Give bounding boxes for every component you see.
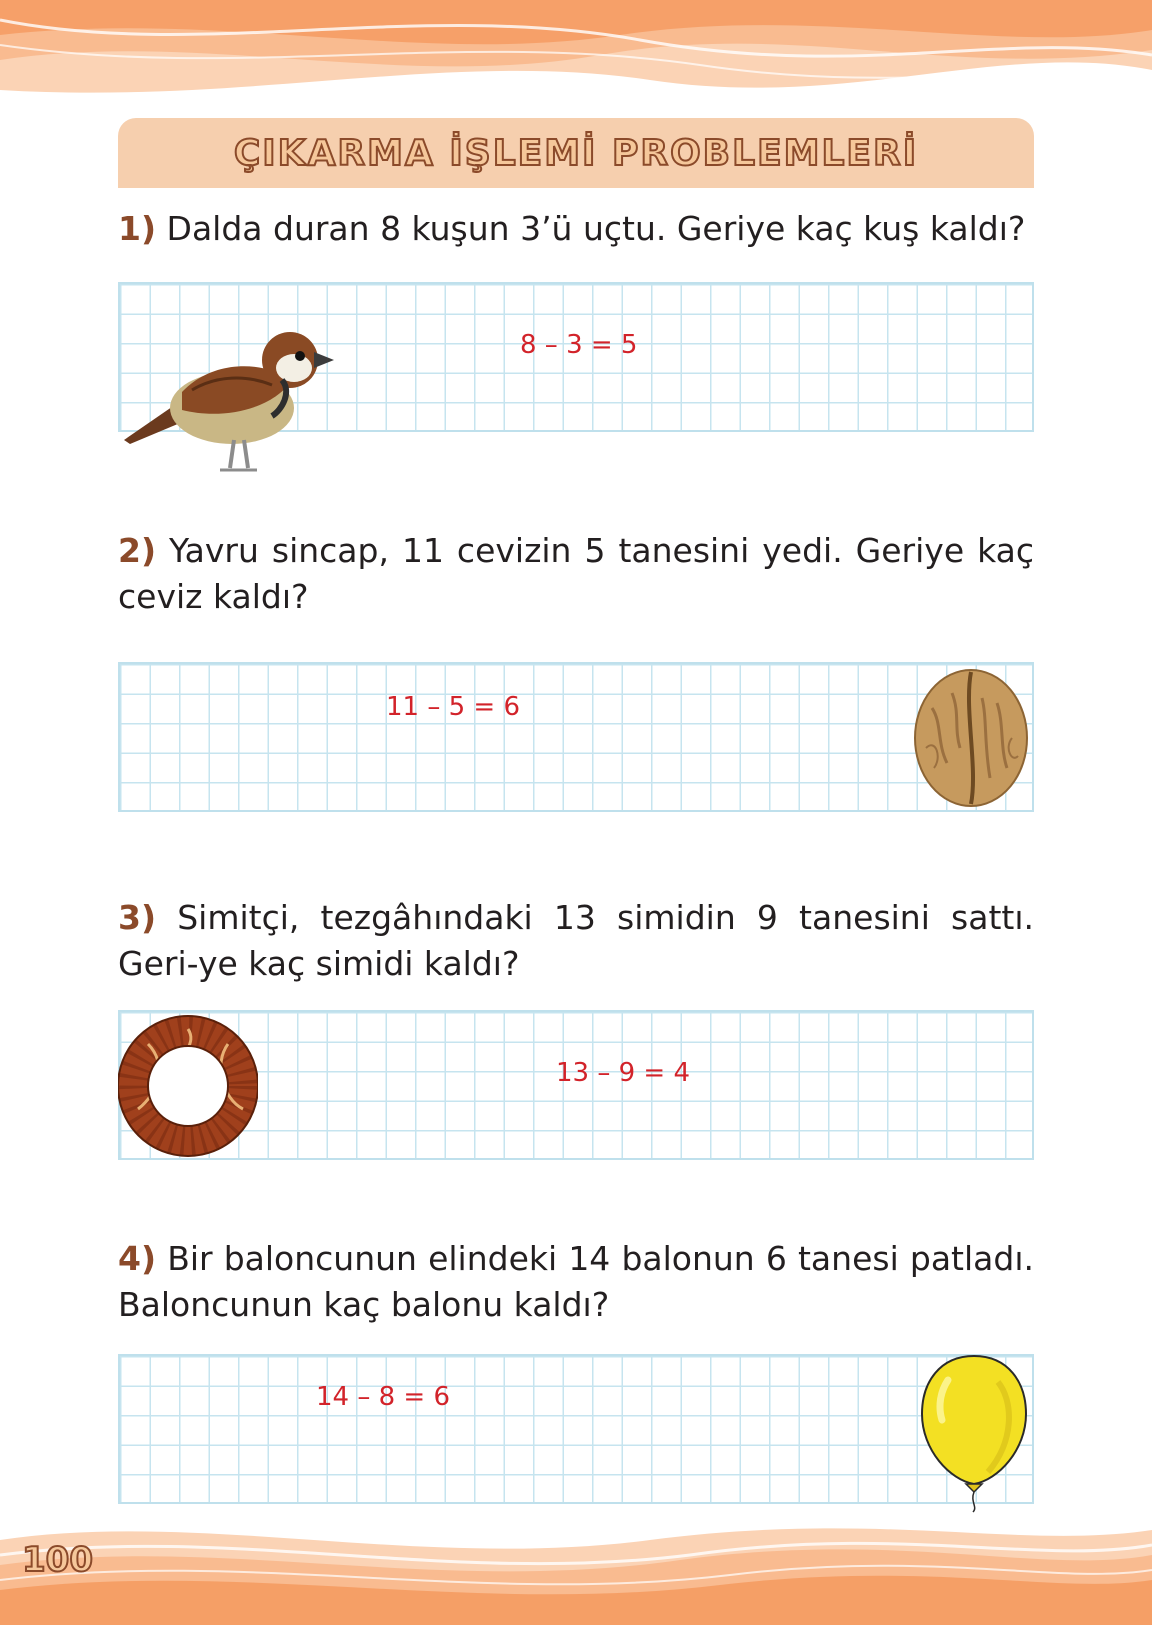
problem-4-text: Bir baloncunun elindeki 14 balonun 6 tanesi patladı. Baloncunun kaç balonu kaldı? (118, 1239, 1034, 1324)
page-title: ÇIKARMA İŞLEMİ PROBLEMLERİ (233, 132, 919, 174)
walnut-icon (912, 668, 1030, 808)
problem-3-text: Simitçi, tezgâhındaki 13 simidin 9 tanesini sattı. Geri-ye kaç simidi kaldı? (118, 898, 1034, 983)
problem-1-answer: 8 – 3 = 5 (520, 330, 638, 360)
sparrow-icon (122, 330, 337, 478)
problem-3-answer: 13 – 9 = 4 (556, 1058, 691, 1088)
problem-2-number: 2) (118, 531, 157, 570)
problem-4-answer-grid (118, 1354, 1034, 1504)
simit-icon (118, 1014, 258, 1159)
top-wave-decoration (0, 0, 1152, 115)
problem-2-answer-grid (118, 662, 1034, 812)
problem-4-number: 4) (118, 1239, 157, 1278)
problem-2-answer: 11 – 5 = 6 (386, 692, 521, 722)
title-band (118, 118, 1034, 188)
problem-1-question (118, 206, 1034, 252)
yellow-balloon-icon (918, 1352, 1030, 1514)
problem-1-text: Dalda duran 8 kuşun 3’ü uçtu. Geriye kaç kuş kaldı? (166, 209, 1026, 248)
bottom-wave-decoration (0, 1500, 1152, 1625)
problem-2-question (118, 528, 1034, 620)
problem-3-question (118, 895, 1034, 987)
page-number: 100 (22, 1540, 93, 1580)
problem-2-text: Yavru sincap, 11 cevizin 5 tanesini yedi. Geriye kaç ceviz kaldı? (118, 531, 1034, 616)
problem-3-number: 3) (118, 898, 157, 937)
problem-4-answer: 14 – 8 = 6 (316, 1382, 451, 1412)
problem-4-question (118, 1236, 1034, 1328)
problem-1-number: 1) (118, 209, 157, 248)
